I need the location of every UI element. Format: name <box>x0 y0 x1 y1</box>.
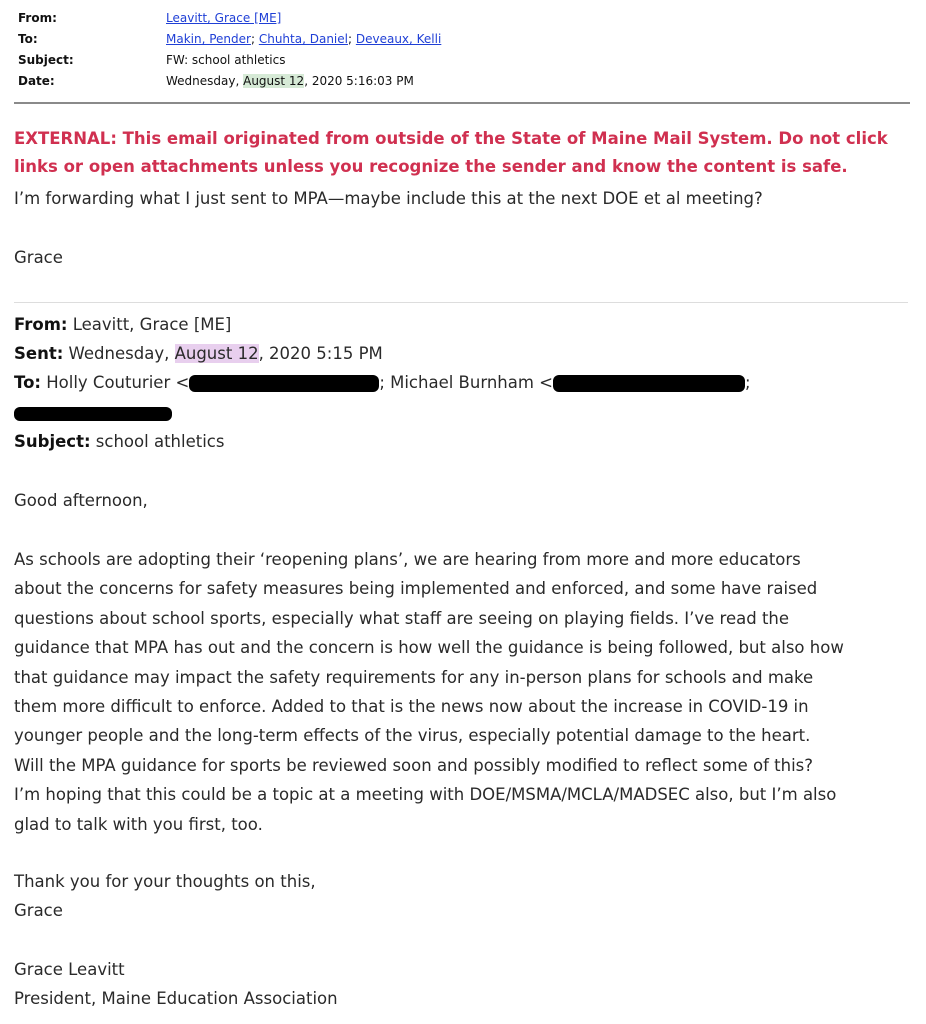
body-line: glad to talk with you first, too. <box>14 814 263 834</box>
redaction-bar <box>553 375 745 392</box>
original-to-mid: ; Michael Burnham < <box>379 373 553 392</box>
body-line: that guidance may impact the safety requirements for any in-person plans for schools and make <box>14 667 814 687</box>
date-prefix: Wednesday, <box>166 74 244 88</box>
body-line: guidance that MPA has out and the concern is how well the guidance is being followed, but also how <box>14 638 844 658</box>
body-line: Will the MPA guidance for sports be reviewed soon and possibly modified to reflect some of this? <box>14 755 814 775</box>
subject-label: Subject: <box>18 53 74 67</box>
external-warning: EXTERNAL: This email originated from outside of the State of Maine Mail System. Do not click links or open attachments unless you recognize the sender and know the content is safe. <box>14 129 888 176</box>
header-divider <box>14 102 910 104</box>
header-date-row <box>18 71 441 92</box>
greeting: Good afternoon, <box>14 491 148 510</box>
original-from-label: From: <box>14 315 68 334</box>
original-to-name1: Holly Couturier < <box>41 373 190 392</box>
original-subject <box>14 428 224 456</box>
recipient-separator: ; <box>347 32 353 46</box>
closing-line: Thank you for your thoughts on this, <box>14 872 316 891</box>
original-sent-suffix: , 2020 5:15 PM <box>258 344 383 363</box>
redaction-bar <box>189 375 379 392</box>
original-sent-prefix: Wednesday, <box>63 344 175 363</box>
original-to <box>14 369 751 397</box>
body-line: questions about school sports, especially what staff are seeing on playing fields. I’ve read the <box>14 608 790 628</box>
body-line: about the concerns for safety measures being implemented and enforced, and some have raised <box>14 579 818 599</box>
message-divider <box>14 302 908 303</box>
original-subject-label: Subject: <box>14 432 91 451</box>
header-subject-row <box>18 50 441 71</box>
from-label: From: <box>18 11 57 25</box>
original-subject-value: school athletics <box>90 432 225 451</box>
body-paragraph <box>14 545 914 839</box>
forward-signoff: Grace <box>14 248 63 267</box>
signature-name: Grace Leavitt <box>14 960 125 979</box>
redaction-bar <box>14 407 172 421</box>
body-line: younger people and the long-term effects of the virus, especially potential damage to the heart. <box>14 726 811 746</box>
original-from-value: Leavitt, Grace [ME] <box>67 315 232 334</box>
header-to-row <box>18 29 441 50</box>
recipient-link[interactable]: Chuhta, Daniel <box>258 32 348 46</box>
date-suffix: , 2020 5:16:03 PM <box>304 74 414 88</box>
body-line: them more difficult to enforce. Added to that is the news now about the increase in COVID-19 in <box>14 697 809 717</box>
to-label: To: <box>18 32 38 46</box>
original-sent-highlight: August 12 <box>174 344 259 363</box>
from-link[interactable]: Leavitt, Grace [ME] <box>166 11 282 25</box>
recipient-link[interactable]: Deveaux, Kelli <box>355 32 442 46</box>
signature-title: President, Maine Education Association <box>14 989 338 1008</box>
body-line: As schools are adopting their ‘reopening plans’, we are hearing from more and more educators <box>14 550 801 569</box>
closing-name: Grace <box>14 901 63 920</box>
email-header <box>18 8 441 92</box>
body-line: I’m hoping that this could be a topic at a meeting with DOE/MSMA/MCLA/MADSEC also, but I’m also <box>14 785 837 805</box>
forward-note: I’m forwarding what I just sent to MPA—maybe include this at the next DOE et al meeting? <box>14 189 763 208</box>
header-from-row <box>18 8 441 29</box>
original-to-end: ; <box>745 373 751 392</box>
recipient-link[interactable]: Makin, Pender <box>166 32 251 46</box>
original-to-label: To: <box>14 373 41 392</box>
original-sent-label: Sent: <box>14 344 64 363</box>
recipient-separator: ; <box>250 32 256 46</box>
original-from <box>14 311 231 339</box>
date-highlight: August 12 <box>243 74 305 88</box>
original-to-continued <box>14 399 172 427</box>
original-sent <box>14 340 383 368</box>
subject-value: FW: school athletics <box>166 53 286 67</box>
date-label: Date: <box>18 74 55 88</box>
